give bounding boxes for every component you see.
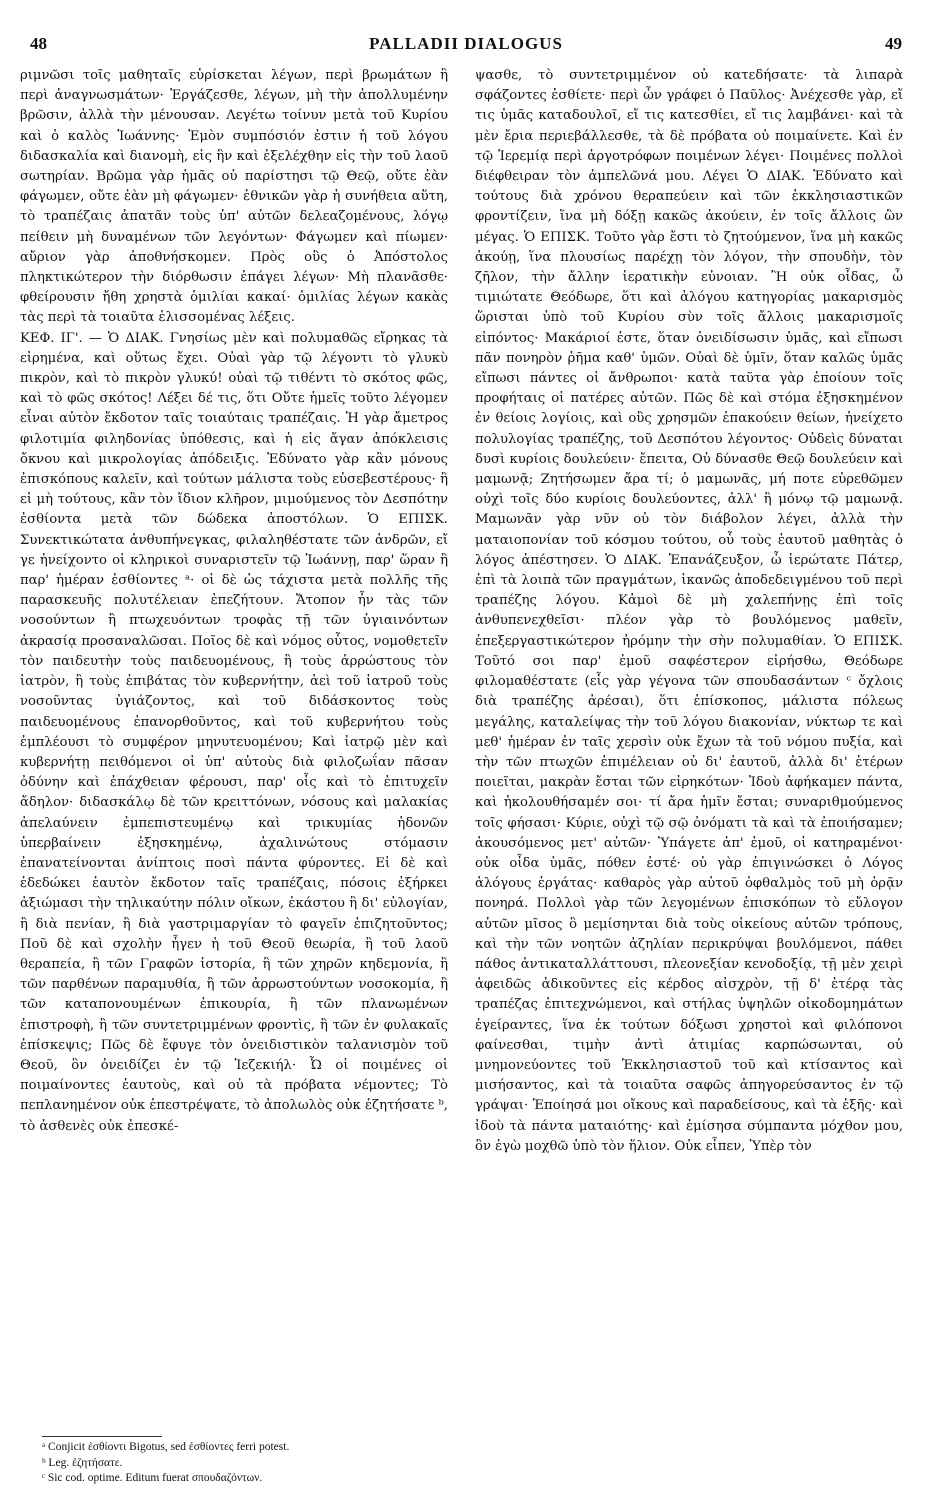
footnotes — [42, 1440, 462, 1487]
footnote-rule — [42, 1436, 162, 1437]
running-header — [30, 34, 902, 58]
footnote-a: ᵃ Conjicit ἐσθίοντι Bigotus, sed ἐσθίοντες ferri potest. — [42, 1441, 290, 1453]
left-paragraph-2: ΚΕΦ. ΙΓ'. — Ὁ ΔΙΑΚ. Γνησίως μὲν καὶ πολυμαθῶς εἴρηκας τὰ εἰρημένα, καὶ οὕτως ἔχει. Οὐαὶ γὰρ τῷ λέγοντι τὸ γλυκὺ πικρὸν, καὶ τὸ πικρὸν γλυκύ! οὐαὶ τῷ τιθέντι τὸ σκότος φῶς, καὶ τὸ φῶς σκότος! Λέξει δέ τις, ὅτι Οὔτε ἡμεῖς τοῦτο λέγομεν εἶναι αὐτὸν ἔκδοτον ταῖς τοιαύταις τραπέζαις. Ἡ γὰρ ἄμετρος φιλοτιμία φιληδονίας ὑπόθεσις, καὶ ἡ εἰς ἄγαν ἀπόκλεισις ὄκνου καὶ μικρολογίας ἀπόδειξις. Ἐδύνατο γὰρ κἂν μόνους ἐπισκόπους καλεῖν, καὶ τούτων μάλιστα τοὺς εὐσεβεστέρους· ἢ εἰ μὴ τούτους, κἂν τὸν ἴδιον κλῆρον, μιμούμενος τὸν Δεσπότην ἐσθίοντα μετὰ τῶν δώδεκα ἀποστόλων. Ὁ ΕΠΙΣΚ. Συνεκτικώτατα ἀνθυπήνεγκας, φιλαληθέστατε τῶν ἀνδρῶν, εἴ γε ἠνείχοντο οἱ κληρικοὶ συναριστεῖν τῷ Ἰωάννῃ, παρ' ὥραν ἢ παρ' ἡμέραν ἐσθίοντες ᵃ· οἱ δὲ ὡς τάχιστα μετὰ πολλῆς τῆς παρασκευῆς πολυτέλειαν ἐπεζήτουν. Ἄτοπον ἦν τὰς τῶν νοσούντων ἢ πτωχευόντων τροφὰς τῇ τῶν ὑγιαινόντων ἀκρασίᾳ προσαναλῶσαι. Ποῖος δὲ καὶ νόμος οὗτος, νομοθετεῖν τὸν παιδευτὴν τοὺς παιδευομένους, ἢ τοὺς ἀρρώστους τὸν ἰατρὸν, ἢ τοὺς ἐπιβάτας τὸν κυβερνήτην, ἀεὶ τοῦ ἰατροῦ τοὺς νοσοῦντας ὑγιάζοντος, καὶ τοῦ διδάσκοντος τοὺς παιδευομένους ἐπανορθοῦντος, καὶ τοῦ κυβερνήτου τοὺς ἐμπλέουσι τὸ συμφέρον μηνυτευομένου; Καὶ ἰατρῷ μὲν καὶ κυβερνήτῃ πειθόμενοι οἱ ὑπ' αὐτοὺς διὰ φιλοζωΐαν πᾶσαν ὀδύνην καὶ ἐπάχθειαν φέρουσι, παρ' οἷς καὶ τὸ ἐπιτυχεῖν ἄδηλον· διδασκάλῳ δὲ τῶν κρειττόνων, νόσους καὶ μαλακίας ἀπελαύνειν ἐμπεπιστευμένῳ καὶ τρικυμίας ἡδονῶν ὑπερβαίνειν ἐξησκημένῳ, ἀχαλινώτους στόμασιν ἐπανατείνονται ἀνίπτοις ποσὶ πάντα φύροντες. Εἰ δὲ καὶ ἐδεδώκει ἑαυτὸν ἔκδοτον ταῖς τραπέζαις, πόσοις ἐξήρκει ἀξιώμασι τὴν τηλικαύτην πόλιν οἴκων, ἑκάστου ἢ δι' εὐλογίαν, ἢ διὰ πενίαν, ἢ διὰ γαστριμαργίαν τὸ φαγεῖν ἐπιζητοῦντος; Ποῦ δὲ καὶ σχολὴν ἦγεν ἡ τοῦ Θεοῦ θεωρία, ἢ τοῦ λαοῦ θεραπεία, ἢ τῶν Γραφῶν ἱστορία, ἢ τῶν χηρῶν κηδεμονία, ἢ τῶν παρθένων παραμυθία, ἢ τῶν ἀρρωστούντων νοσοκομία, ἢ τῶν καταπονουμένων ἐπικουρία, ἢ τῶν πλανωμένων ἐπιστροφὴ, ἢ τῶν συντετριμμένων φροντὶς, ἢ τῶν ἐν φυλακαῖς ἐπίσκεψις; Πῶς δὲ ἔφυγε τὸν ὀνειδιστικὸν ταλανισμὸν τοῦ Θεοῦ, ὃν ὀνειδίζει ἐν τῷ Ἰεζεκιήλ· Ὦ οἱ ποιμένες οἱ ποιμαίνοντες ἑαυτοὺς, καὶ οὐ τὰ πρόβατα νέμοντες; Τὸ πεπλανημένον οὐκ ἐπεστρέψατε, τὸ ἀπολωλὸς οὐκ ἐζητήσατε ᵇ, τὸ ἀσθενὲς οὐκ ἐπεσκέ- — [20, 330, 448, 1134]
page-number-right: 49 — [885, 34, 902, 53]
running-title: PALLADII DIALOGUS — [369, 34, 563, 53]
footnote-c: ᶜ Sic cod. optime. Editum fuerat σπουδαζόντων. — [42, 1472, 263, 1484]
right-column — [475, 66, 903, 1496]
right-paragraph-1: ψασθε, τὸ συντετριμμένον οὐ κατεδήσατε· τὰ λιπαρὰ σφάζοντες ἐσθίετε· περὶ ὧν γράφει ὁ Παῦλος· Ἀνέχεσθε γὰρ, εἴ τις ὑμᾶς καταδουλοῖ, εἴ τις κατεσθίει, εἴ τις λαμβάνει· καὶ τὰ μὲν ἔρια περιεβάλλεσθε, τὰ δὲ πρόβατα οὐ ποιμαίνετε. Καὶ ἐν τῷ Ἱερεμίᾳ περὶ ἀργοτρόφων ποιμένων λέγει· Ποιμένες πολλοὶ διέφθειραν τὸν ἀμπελῶνά μου. Λέγει Ὁ ΔΙΑΚ. Ἐδύνατο καὶ τούτους διὰ χρόνου θεραπεύειν καὶ τῶν ἐκκλησιαστικῶν φροντίζειν, ἵνα μὴ δόξῃ κακῶς ἀκούειν, ἐν τοῖς ἄλλοις ὢν μέγας. Ὁ ΕΠΙΣΚ. Τοῦτο γὰρ ἔστι τὸ ζητούμενον, ἵνα μὴ κακῶς ἀκούῃ, ἵνα πλουσίως παρέχῃ τὸν λόγον, τὴν σπουδὴν, τὸν ζῆλον, τὴν ἄλλην ἱερατικὴν εὐνοιαν. Ἢ οὐκ οἶδας, ὦ τιμιώτατε Θεόδωρε, ὅτι καὶ ἀλόγου κατηγορίας μακαρισμὸς ὥρισται ὑπὸ τοῦ Κυρίου σὺν τοῖς ἄλλοις μακαρισμοῖς εἰπόντος· Μακάριοί ἐστε, ὅταν ὀνειδίσωσιν ὑμᾶς, καὶ εἴπωσι πᾶν πονηρὸν ῥῆμα καθ' ὑμῶν. Οὐαὶ δὲ ὑμῖν, ὅταν καλῶς ὑμᾶς εἴπωσι πάντες οἱ ἄνθρωποι· κατὰ ταῦτα γὰρ ἐποίουν τοῖς προφήταις οἱ πατέρες αὐτῶν. Πῶς δὲ καὶ στόμα ἐξησκημένον ἐν θείοις λογίοις, καὶ οὓς χρησμῶν ἐπακούειν θείων, ἠνείχετο πολυλογίας τραπέζης, τοῦ Δεσπότου λέγοντος· Οὐδεὶς δύναται δυσὶ κυρίοις δουλεύειν· ἔπειτα, Οὐ δύνασθε Θεῷ δουλεύειν καὶ μαμωνᾷ; Ζητήσωμεν ἄρα τί; ὁ μαμωνᾶς, μή ποτε εὑρεθῶμεν οὐχὶ τοῖς δύο κυρίοις δουλεύοντες, ἀλλ' ἢ μόνῳ τῷ μαμωνᾷ. Μαμωνᾶν γὰρ νῦν οὐ τὸν διάβολον λέγει, ἀλλὰ τὴν ματαιοπονίαν τοῦ κόσμου τούτου, οὗ τοὺς ἑαυτοῦ μαθητὰς ὁ λόγος ἀπέστησεν. Ὁ ΔΙΑΚ. Ἐπανάζευξον, ὦ ἱερώτατε Πάτερ, ἐπὶ τὰ λοιπὰ τῶν πραγμάτων, ἱκανῶς ἀποδεδειγμένου τοῦ περὶ τραπέζης λόγου. Κἀμοὶ δὲ μὴ χαλεπήνῃς ἐπὶ τοῖς ἀνθυπενεχθεῖσι· πλέον γὰρ τὸ βουλόμενος μαθεῖν, ἐπεξεργαστικώτερον ἠρόμην τὴν σὴν πολυμαθίαν. Ὁ ΕΠΙΣΚ. Τοῦτό σοι παρ' ἐμοῦ σαφέστερον εἰρήσθω, Θεόδωρε φιλομαθέστατε (εἷς γὰρ γέγονα τῶν σπουδασάντων ᶜ ὄχλοις διὰ τραπέζης ἀρέσαι), ὅτι ἐπίσκοπος, μάλιστα πόλεως μεγάλης, καταλείψας τὴν τοῦ λόγου διακονίαν, νύκτωρ τε καὶ μεθ' ἡμέραν ἐν ταῖς χερσὶν οὐκ ἔχων τὰ τοῦ νόμου πυξία, καὶ τὴν τῶν πτωχῶν ἐπιμέλειαν οὐ δι' ἑαυτοῦ, ἀλλὰ δι' ἑτέρων ποιεῖται, μακρὰν ἔσται τῶν εἰρηκότων· Ἰδοὺ ἀφήκαμεν πάντα, καὶ ἠκολουθήσαμέν σοι· τί ἄρα ἡμῖν ἔσται; συναριθμούμενος τοῖς φήσασι· Κύριε, οὐχὶ τῷ σῷ ὀνόματι τὰ καὶ τὰ ἐποιήσαμεν; ἀκουσόμενος μετ' αὐτῶν· Ὑπάγετε ἀπ' ἐμοῦ, οἱ κατηραμένοι· οὐκ οἶδα ὑμᾶς, πόθεν ἐστέ· οὐ γὰρ ἐπιγινώσκει ὁ Λόγος ἀλόγους ἐργάτας· καθαρὸς γὰρ αὐτοῦ ὀφθαλμὸς τοῦ μὴ ὁρᾷν πονηρά. Πολλοὶ γὰρ τῶν λεγομένων ἐπισκόπων τὸ εὔλογον αὐτῶν μῖσος ὃ μεμίσηνται διὰ τοὺς οἰκείους αὐτῶν τρόπους, καὶ τὴν τῶν νοητῶν ἀζηλίαν περικρύψαι βουλόμενοι, πάθει πάθος ἀντικαταλλάττουσι, πλεονεξίαν κενοδοξίᾳ, τῇ μὲν χειρὶ ἀφειδῶς ἀδικοῦντες εἰς κέρδος αἰσχρὸν, τῇ δ' ἑτέρᾳ τὰς τραπέζας ἐπιτεχνώμενοι, καὶ στήλας ὑψηλῶν οἰκοδομημάτων ἐγείραντες, ἵνα ἐκ τούτων δόξωσι χρηστοὶ καὶ φιλόπονοι φαίνεσθαι, τιμὴν ἀντὶ ἀτιμίας καρπώσωνται, οὐ μνημονεύοντες τοῦ Ἐκκλησιαστοῦ τοῦ καὶ κτίσαντος καὶ μισήσαντος, καὶ τὰ τοιαῦτα σαφῶς ἀπηγορεύσαντος ἐν τῷ γράψαι· Ἐποίησά μοι οἴκους καὶ παραδείσους, καὶ τὰ ἑξῆς· καὶ ἰδοὺ τὰ πάντα ματαιότης· καὶ ἐμίσησα σύμπαντα μόχθον μου, ὃν ἐγὼ μοχθῶ ὑπὸ τὸν ἥλιον. Οὐκ εἶπεν, Ὑπὲρ τὸν — [475, 68, 903, 1154]
page-number-left: 48 — [30, 34, 47, 53]
left-column — [20, 66, 448, 1438]
footnote-b: ᵇ Leg. ἐζητήσατε. — [42, 1456, 123, 1469]
left-paragraph-1: ριμνῶσι τοῖς μαθηταῖς εὑρίσκεται λέγων, περὶ βρωμάτων ἢ περὶ ἀναγνωσμάτων· Ἐργάζεσθε, λέγων, μὴ τὴν ἀπολλυμένην βρῶσιν, ἀλλὰ τὴν μένουσαν. Λεγέτω τοίνυν μετὰ τοῦ Κυρίου καὶ ὁ καλὸς Ἰωάννης· Ἐμὸν συμπόσιόν ἐστιν ἡ τοῦ λόγου διδασκαλία καὶ διανομὴ, εἰς ἣν καὶ ἐξελέχθην εἰς τὴν τοῦ λαοῦ σωτηρίαν. Βρῶμα γὰρ ἡμᾶς οὐ παρίστησι τῷ Θεῷ, οὔτε ἐὰν φάγωμεν, οὔτε ἐὰν μὴ φάγωμεν· ἐθνικῶν γὰρ ἡ συνήθεια αὕτη, τὸ τραπέζαις ἀπατᾶν τοὺς ὑπ' αὐτῶν δελεαζομένους, λόγῳ πείθειν μὴ δυναμένων τῶν λεγόντων· Φάγωμεν καὶ πίωμεν· αὔριον γὰρ ἀποθνήσκομεν. Πρὸς οὓς ὁ Ἀπόστολος πληκτικώτερον τὴν διόρθωσιν ἐπάγει λέγων· Μὴ πλανᾶσθε· φθείρουσιν ἤθη χρηστὰ ὁμιλίαι κακαί· ὁμιλίας λέγων κακὰς τὰς περὶ τὰ τοιαῦτα ἑλισσομένας λέξεις. — [20, 68, 448, 326]
